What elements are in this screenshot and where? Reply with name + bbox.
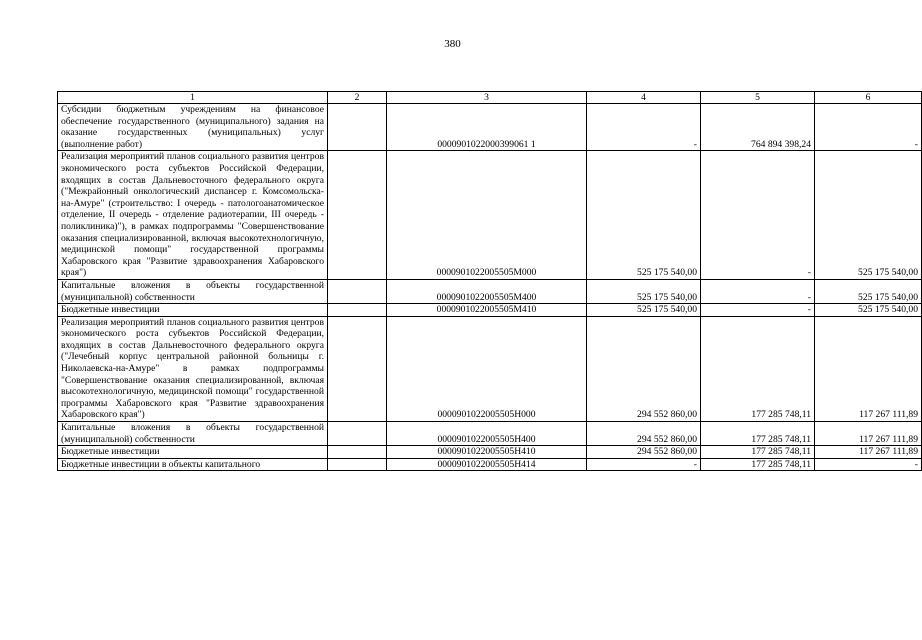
row-code: 0000901022005505М400 <box>387 279 587 303</box>
row-value-4: 294 552 860,00 <box>587 422 701 446</box>
row-value-4: - <box>587 458 701 471</box>
row-value-6: 525 175 540,00 <box>815 279 922 303</box>
row-value-6: 117 267 111,89 <box>815 422 922 446</box>
row-value-6: 117 267 111,89 <box>815 446 922 459</box>
table-row <box>58 458 922 471</box>
table-row <box>58 104 922 151</box>
row-value-5: 177 285 748,11 <box>701 422 815 446</box>
row-value-4: 525 175 540,00 <box>587 304 701 317</box>
page-number: 380 <box>444 38 461 50</box>
row-value-5: 177 285 748,11 <box>701 446 815 459</box>
header-col-4: 4 <box>587 92 701 104</box>
row-value-4: 525 175 540,00 <box>587 279 701 303</box>
row-code: 0000901022005505М000 <box>387 151 587 280</box>
row-value-6: - <box>815 104 922 151</box>
row-col2 <box>328 446 387 459</box>
row-code: 0000901022005505Н400 <box>387 422 587 446</box>
table-header-row <box>58 92 922 104</box>
row-value-6: 117 267 111,89 <box>815 316 922 421</box>
header-col-5: 5 <box>701 92 815 104</box>
row-col2 <box>328 151 387 280</box>
row-col2 <box>328 422 387 446</box>
row-col2 <box>328 104 387 151</box>
row-col2 <box>328 316 387 421</box>
header-col-1: 1 <box>58 92 328 104</box>
row-value-6: 525 175 540,00 <box>815 304 922 317</box>
row-col2 <box>328 458 387 471</box>
row-value-6: 525 175 540,00 <box>815 151 922 280</box>
table-row <box>58 151 922 280</box>
row-name: Субсидии бюджетным учреждениям на финансовое обеспечение государственного (муниципального) задания на оказание государственных (муниципальных) услуг (выполнение работ) <box>58 104 328 151</box>
row-code: 0000901022005505М410 <box>387 304 587 317</box>
row-code: 0000901022005505Н414 <box>387 458 587 471</box>
table-row <box>58 316 922 421</box>
row-code: 0000901022005505Н410 <box>387 446 587 459</box>
row-value-6: - <box>815 458 922 471</box>
row-value-5: 177 285 748,11 <box>701 316 815 421</box>
header-col-2: 2 <box>328 92 387 104</box>
row-value-4: 525 175 540,00 <box>587 151 701 280</box>
row-name: Капитальные вложения в объекты государственной (муниципальной) собственности <box>58 279 328 303</box>
table-row <box>58 446 922 459</box>
table-row <box>58 279 922 303</box>
row-value-5: 177 285 748,11 <box>701 458 815 471</box>
row-value-4: 294 552 860,00 <box>587 446 701 459</box>
row-col2 <box>328 304 387 317</box>
row-value-4: - <box>587 104 701 151</box>
row-name: Бюджетные инвестиции <box>58 446 328 459</box>
row-value-4: 294 552 860,00 <box>587 316 701 421</box>
row-name: Бюджетные инвестиции <box>58 304 328 317</box>
row-name: Бюджетные инвестиции в объекты капитального <box>58 458 328 471</box>
row-value-5: - <box>701 279 815 303</box>
row-value-5: - <box>701 304 815 317</box>
row-code: 0000901022005505Н000 <box>387 316 587 421</box>
table-row <box>58 304 922 317</box>
row-name: Реализация мероприятий планов социального развития центров экономического роста субъектов Российской Федерации, входящих в состав Дальневосточного федерального округа ("Межрайонный онкологический диспансер г. Комсомольска-на-Амуре" (строительство: I очередь - патологоанатомическое отделение, II очередь - отделение радиотерапии, III очередь - поликлиника)"), в рамках подпрограммы "Совершенствование оказания специализированной, включая высокотехнологичную, медицинской помощи" государственной программы Хабаровского края "Развитие здравоохранения Хабаровского края") <box>58 151 328 280</box>
row-col2 <box>328 279 387 303</box>
row-name: Реализация мероприятий планов социального развития центров экономического роста субъектов Российской Федерации, входящих в состав Дальневосточного федерального округа ("Лечебный корпус центральной районной больницы г. Николаевска-на-Амуре" в рамках подпрограммы "Совершенствование оказания специализированной, включая высокотехнологичную, медицинской помощи" государственной программы Хабаровского края "Развитие здравоохранения Хабаровского края") <box>58 316 328 421</box>
row-value-5: 764 894 398,24 <box>701 104 815 151</box>
header-col-3: 3 <box>387 92 587 104</box>
header-col-6: 6 <box>815 92 922 104</box>
table-row <box>58 422 922 446</box>
budget-table <box>57 91 922 471</box>
row-name: Капитальные вложения в объекты государственной (муниципальной) собственности <box>58 422 328 446</box>
row-code: 0000901022000399061 1 <box>387 104 587 151</box>
row-value-5: - <box>701 151 815 280</box>
